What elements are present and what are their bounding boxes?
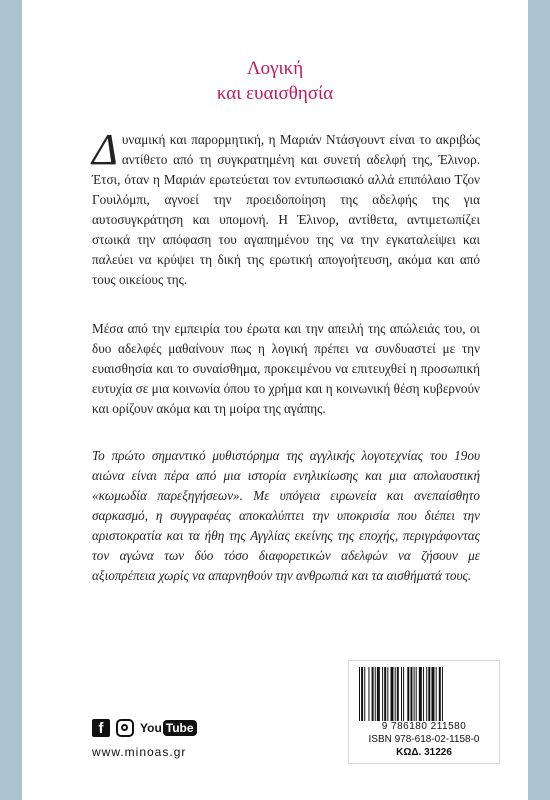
youtube-you: You (140, 721, 162, 735)
youtube-icon[interactable] (140, 720, 197, 736)
social-links (92, 719, 197, 737)
barcode-block (348, 660, 500, 764)
product-code: ΚΩΔ. 31226 (396, 747, 452, 758)
youtube-tube: Tube (163, 720, 197, 736)
blurb-paragraph-3: Το πρώτο σημαντικό μυθιστόρημα της αγγλικής λογοτεχνίας του 19ου αιώνα είναι πέρα από μια ιστορία ενηλικίωσης και μια απολαυστική «κωμωδία παρεξηγήσεων». Με υπόγεια ειρωνεία και ανεπαίσθητο σαρκασμό, η συγγραφέας αποκαλύπτει την υποκρισία που διέπει την αριστοκρατία και τα ήθη της Αγγλίας εκείνης της εποχής, περιγράφοντας τον αγώνα των δύο τόσο διαφορετικών αδελφών να ζήσουν με αξιοπρέπεια χωρίς να απαρνηθούν την ανθρωπιά και τα αισθήματά τους. (92, 448, 480, 583)
back-cover (22, 0, 528, 800)
paragraph-1-text: υναμική και παρορμητική, η Μαριάν Ντάσγουντ είναι το ακριβώς αντίθετο από τη συγκρατημένη και συνετή αδελφή της, Έλινορ. Έτσι, όταν η Μαριάν ερωτεύεται τον εντυπωσιακό αλλά επιπόλαιο Τζον Γουιλόμπι, αγνοεί την προειδοποίηση της αδελφής της για αυτοσυγκράτηση και υπομονή. Η Έλινορ, αντίθετα, αντιμετωπίζει στωικά την απόφαση του αγαπημένου της να την εγκαταλείψει και παλεύει να κρύψει τη δική της ερωτική απογοήτευση, ακόμα και από τους οικείους της. (92, 132, 480, 287)
instagram-icon[interactable] (116, 719, 134, 737)
isbn-label: ISBN 978-618-02-1158-0 (368, 734, 480, 745)
facebook-icon[interactable]: f (92, 719, 110, 737)
blurb-paragraph-2: Μέσα από την εμπειρία του έρωτα και την απειλή της απώλειάς του, οι δυο αδελφές μαθαίνουν πως η λογική πρέπει να συνδυαστεί με την ευαισθησία και το συναίσθημα, προκειμένου να επιτευχθεί η προσωπική ευτυχία σε μια κοινωνία όπου το χρήμα και η κοινωνική θέση κυβερνούν και ορίζουν ακόμα και τη μοίρα της αγάπης. (92, 321, 480, 416)
barcode-digits: 9 786180 211580 (381, 721, 467, 732)
drop-cap: Δ (92, 125, 118, 174)
barcode-image (357, 667, 491, 721)
publisher-website[interactable]: www.minoas.gr (92, 745, 187, 759)
title-line-2: και ευαισθησία (216, 83, 334, 104)
title-line-1: Λογική (246, 58, 304, 79)
book-title (22, 56, 528, 106)
blurb-paragraph-1 (92, 125, 480, 290)
